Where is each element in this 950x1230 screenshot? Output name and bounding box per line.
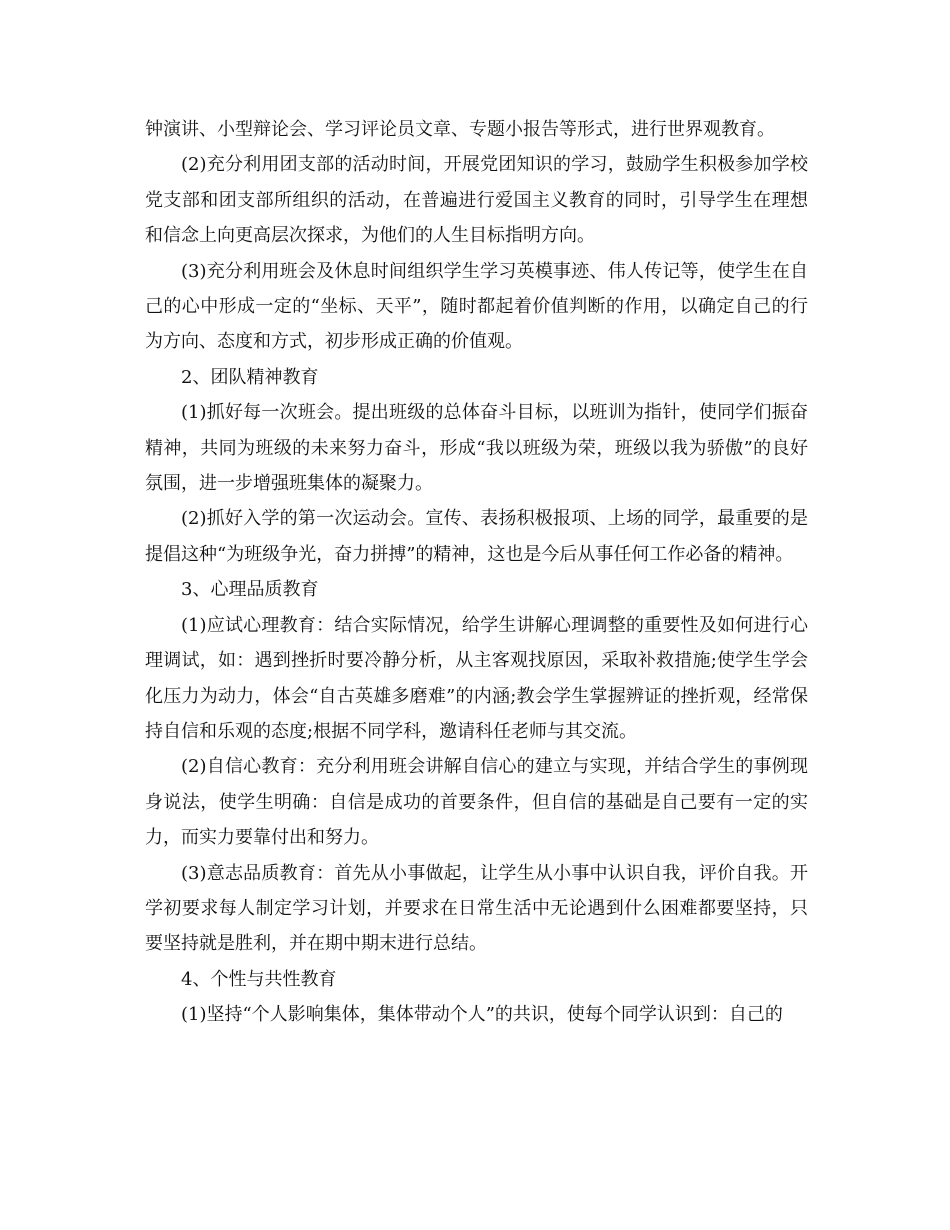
paragraph-continuation: 钟演讲、小型辩论会、学习评论员文章、专题小报告等形式，进行世界观教育。: [145, 119, 775, 140]
paragraph-1-class-meeting: (1)抓好每一次班会。提出班级的总体奋斗目标，以班训为指针，使同学们振奋精神，共同为班级的未来努力奋斗，形成“我以班级为荣，班级以我为骄傲”的良好氛围，进一步增强班集体的凝聚力。: [145, 402, 808, 495]
section-heading-team-spirit: 2、团队精神教育: [181, 366, 319, 388]
section-heading-psychological: 3、心理品质教育: [181, 579, 319, 601]
section-heading-individuality: 4、个性与共性教育: [181, 968, 337, 990]
paragraph-3-willpower: (3)意志品质教育：首先从小事做起，让学生从小事中认识自我，评价自我。开学初要求每人制定学习计划，并要求在日常生活中无论遇到什么困难都要坚持，只要坚持就是胜利，并在期中期末进行总结。: [145, 862, 808, 955]
paragraph-3-values: (3)充分利用班会及休息时间组织学生学习英模事迹、伟人传记等，使学生在自己的心中形成一定的“坐标、天平”，随时都起着价值判断的作用，以确定自己的行为方向、态度和方式，初步形成正确的价值观。: [145, 260, 808, 353]
paragraph-2-sports-meet: (2)抓好入学的第一次运动会。宣传、表扬积极报项、上场的同学，最重要的是提倡这种“为班级争光，奋力拼搏”的精神，这也是今后从事任何工作必备的精神。: [145, 508, 808, 565]
document-body: [145, 112, 808, 1033]
paragraph-2-activities: (2)充分利用团支部的活动时间，开展党团知识的学习，鼓励学生积极参加学校党支部和团支部所组织的活动，在普遍进行爱国主义教育的同时，引导学生在理想和信念上向更高层次探求，为他们的人生目标指明方向。: [145, 154, 808, 247]
paragraph-1-collective: (1)坚持“个人影响集体，集体带动个人”的共识，使每个同学认识到：自己的: [181, 1004, 783, 1026]
paragraph-2-confidence: (2)自信心教育：充分利用班会讲解自信心的建立与实现，并结合学生的事例现身说法，使学生明确：自信是成功的首要条件，但自信的基础是自己要有一定的实力，而实力要靠付出和努力。: [145, 756, 808, 849]
paragraph-1-exam-psychology: (1)应试心理教育：结合实际情况，给学生讲解心理调整的重要性及如何进行心理调试，如：遇到挫折时要冷静分析，从主客观找原因，采取补救措施;使学生学会化压力为动力，体会“自古英雄多磨难”的内涵;教会学生掌握辨证的挫折观，经常保持自信和乐观的态度;根据不同学科，邀请科任老师与其交流。: [145, 614, 808, 742]
